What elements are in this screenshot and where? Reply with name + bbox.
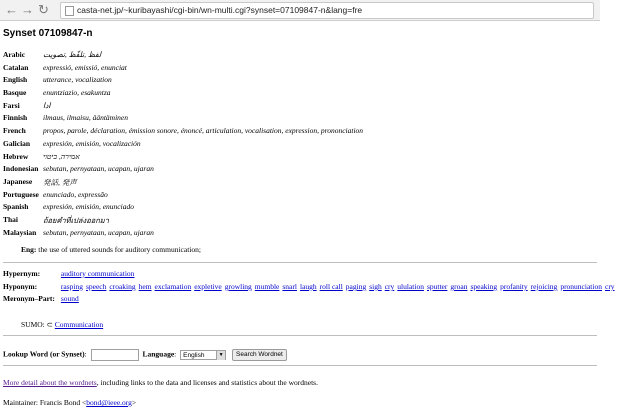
- more-detail-link[interactable]: More detail about the wordnets: [3, 378, 97, 387]
- hyponym-links: [61, 282, 618, 291]
- maintainer-text: Maintainer: Francis Bond <: [3, 398, 87, 407]
- language-words: expresión, emisión, vocalización: [43, 138, 141, 148]
- hyponym-link[interactable]: profanity: [500, 282, 528, 291]
- language-words: propos, parole, déclaration, émission sonore, énoncé, articulation, vocalisation, expression, prononciation: [43, 126, 364, 136]
- gloss: [21, 245, 201, 254]
- divider: [3, 365, 597, 366]
- language-words: sebutan, pernyataan, ucapan, ujaran: [43, 164, 154, 174]
- more-detail-text: , including links to the data and licenses and statistics about the wordnets.: [96, 378, 318, 387]
- lookup-form: Lookup Word (or Synset): Language: English ▼ Search Wordnet: [3, 349, 287, 361]
- language-words: ادا: [43, 100, 51, 110]
- language-name: Galician: [3, 138, 31, 148]
- language-words: ถ้อยคำที่เปล่งออกมา: [43, 215, 109, 225]
- hyponym-link[interactable]: pronunciation: [560, 282, 602, 291]
- page-icon: [65, 6, 74, 16]
- gloss-label: Eng:: [21, 245, 37, 254]
- hyponym-link[interactable]: paging: [345, 282, 367, 291]
- address-bar[interactable]: [60, 2, 594, 19]
- language-words: expressió, emissió, enunciat: [43, 62, 127, 72]
- hyponym-link[interactable]: rasping: [60, 282, 83, 291]
- language-name: Basque: [3, 88, 27, 98]
- language-select[interactable]: [180, 350, 226, 360]
- page-title: Synset 07109847-n: [3, 28, 93, 39]
- language-words: 発話, 発声: [43, 177, 77, 187]
- chevron-down-icon[interactable]: ▼: [216, 351, 225, 360]
- hyponym-link[interactable]: expletive: [194, 282, 222, 291]
- language-name: Japanese: [3, 176, 33, 186]
- sumo-link[interactable]: Communication: [54, 320, 104, 329]
- forward-arrow-icon[interactable]: →: [21, 2, 34, 17]
- lookup-input[interactable]: [91, 349, 139, 361]
- more-detail: [3, 378, 318, 387]
- language-words: expresión, emisión, enunciado: [43, 202, 134, 212]
- hyponym-link[interactable]: sigh: [369, 282, 382, 291]
- hyponym-link[interactable]: snarl: [282, 282, 297, 291]
- lookup-label: Lookup Word (or Synset): [3, 349, 85, 359]
- hyponym-link[interactable]: growling: [224, 282, 252, 291]
- language-words: אמירה, ביטוי: [43, 151, 80, 161]
- language-name: Malaysian: [3, 227, 37, 237]
- language-name: Portuguese: [3, 189, 39, 199]
- hyponym-link[interactable]: croaking: [109, 282, 136, 291]
- language-name: Spanish: [3, 202, 29, 212]
- divider: [3, 335, 597, 336]
- meronym-row: [3, 294, 82, 303]
- hyponym-link[interactable]: ululation: [397, 282, 424, 291]
- hyponym-link[interactable]: cry: [604, 282, 615, 291]
- language-name: Farsi: [3, 100, 20, 110]
- back-arrow-icon[interactable]: ←: [5, 2, 18, 17]
- hyponym-row: [3, 282, 618, 291]
- hyponym-link[interactable]: exclamation: [154, 282, 192, 291]
- sumo-row: [21, 320, 106, 329]
- language-name: Catalan: [3, 62, 29, 72]
- language-selected: English: [183, 352, 205, 359]
- hyponym-link[interactable]: sputter: [426, 282, 448, 291]
- hyponym-link[interactable]: speaking: [470, 282, 498, 291]
- hyponym-link[interactable]: hem: [138, 282, 152, 291]
- hypernym-label: Hypernym:: [3, 269, 41, 278]
- sumo-prefix: SUMO: ⊂: [21, 320, 53, 329]
- language-name: English: [3, 75, 28, 85]
- language-words: لفظ ,تلفّظ ,تصويت: [43, 50, 102, 59]
- maintainer-email-link[interactable]: bond@ieee.org: [86, 398, 132, 407]
- reload-icon[interactable]: ↻: [38, 2, 49, 17]
- hyponym-link[interactable]: speech: [85, 282, 107, 291]
- meronym-links: [61, 294, 82, 303]
- language-words: ilmaus, ilmaisu, ääntäminen: [43, 113, 129, 123]
- language-name: Arabic: [3, 50, 26, 59]
- language-name: Thai: [3, 214, 19, 224]
- hyponym-link[interactable]: cry: [384, 282, 395, 291]
- hyponym-link[interactable]: groan: [450, 282, 468, 291]
- divider: [3, 262, 597, 263]
- browser-toolbar: [0, 0, 600, 21]
- hyponym-label: Hyponym:: [3, 282, 38, 291]
- gloss-text: the use of uttered sounds for auditory communication;: [38, 245, 201, 254]
- language-name: French: [3, 126, 26, 136]
- hyponym-link[interactable]: rejoicing: [530, 282, 558, 291]
- language-name: Hebrew: [3, 151, 29, 161]
- hyponym-link[interactable]: mumble: [254, 282, 280, 291]
- language-label: Language: [142, 349, 175, 359]
- language-name: Indonesian: [3, 164, 39, 174]
- language-words: enunciado, expressão: [43, 189, 108, 199]
- language-words: enuntziazio, esakuntza: [43, 88, 111, 98]
- hyponym-link[interactable]: laugh: [299, 282, 317, 291]
- url-text[interactable]: casta-net.jp/~kuribayashi/cgi-bin/wn-multi.cgi?synset=07109847-n&lang=fre: [77, 5, 363, 15]
- hypernym-row: [3, 269, 137, 278]
- language-words: utterance, vocalization: [43, 75, 112, 85]
- language-words: sebutan, pernyataan, ucapan, ujaran: [43, 227, 154, 237]
- hypernym-links: [61, 269, 138, 278]
- maintainer-close: >: [131, 398, 137, 407]
- hypernym-link[interactable]: auditory communication: [60, 269, 135, 278]
- search-wordnet-button[interactable]: Search Wordnet: [232, 349, 287, 361]
- maintainer: [3, 398, 136, 407]
- hyponym-link[interactable]: roll call: [319, 282, 343, 291]
- meronym-link[interactable]: sound: [60, 294, 79, 303]
- meronym-label: Meronym–Part:: [3, 294, 55, 303]
- language-name: Finnish: [3, 113, 28, 123]
